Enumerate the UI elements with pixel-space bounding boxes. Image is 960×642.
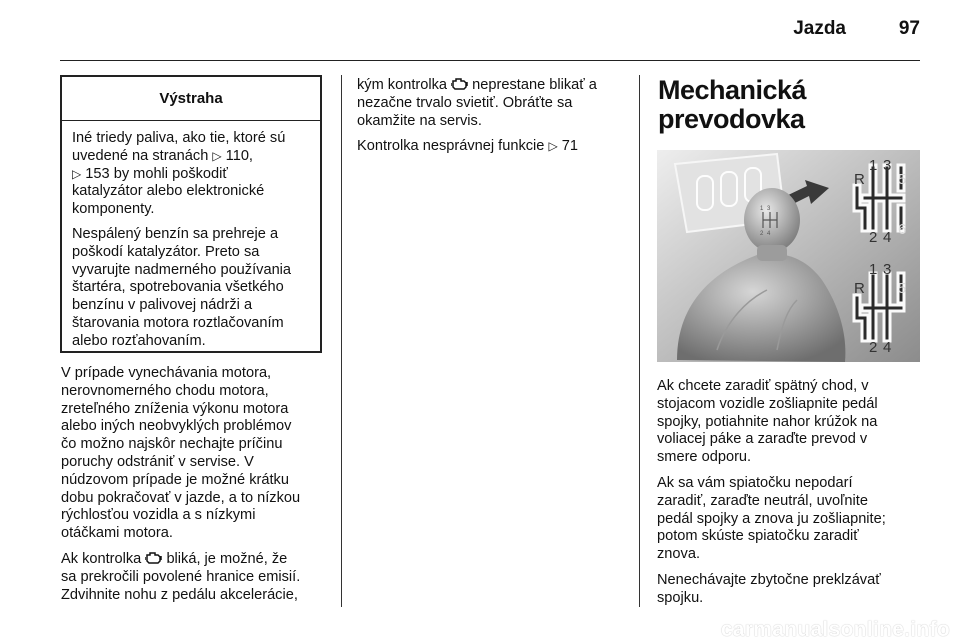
page-reference-arrow-icon: ▷ [72,166,82,181]
gear-shift-illustration [657,150,920,362]
engine-warning-light-icon [145,551,162,565]
gear-label-r: R [854,171,865,188]
warning-light-paragraph: Ak kontrolka bliká, je možné, že sa prekročili povolené hranice emisií. Zdvihnite nohu z pedálu akcelerácie, [61,550,301,603]
page-reference-link[interactable]: 71 [561,138,578,155]
section-heading: Mechanická prevodovka [658,75,807,134]
column-1-text [61,365,339,612]
knob-gear-label: 4 [767,231,771,237]
gear-label-3: 3 [883,261,892,278]
engine-misfire-paragraph: V prípade vynechávania motora, nerovnomerného chodu motora, zreteľného zníženia výkonu motora alebo iných neobvyklých problémov čo možno najskôr nechajte príčinu poruchy odstrániť v servise. V núdzovom prípade je možné krátku dobu pokračovať v jazde, a to nízkou rýchlosťou vozidla a s nízkymi otáčkami motora. [61,365,301,542]
warning-light-continued-paragraph: kým kontrolka neprestane blikať a nezačne trvalo svietiť. Obráťte sa okamžite na servis. [357,77,597,129]
running-header-title: Jazda [793,18,846,39]
malfunction-light-reference: Kontrolka nesprávnej funkcie ▷ 71 [357,138,578,155]
gear-label-5: 5 [898,280,907,297]
gear-label-r: R [854,280,865,297]
column-divider-1 [341,75,342,607]
knob-gear-label: 1 [760,206,764,212]
gear-label-4: 4 [883,229,892,246]
column-divider-2 [639,75,640,607]
warning-paragraph-2: Nespálený benzín sa prehreje a poškodí katalyzátor. Preto sa vyvarujte nadmerného používania štartéra, spotrebovania všetkého benzínu v palivovej nádrži a štarovania motora roztlačovaním alebo rozťahovaním. [72,225,292,349]
reverse-gear-retry-paragraph: Ak sa vám spiatočku nepodarí zaradiť, zaraďte neutrál, uvoľnite pedál spojky a znova ju zošliapnite; potom skúste spiatočku zaradiť znova. [657,474,886,563]
watermark-text: carmanualsonline.info [720,618,950,641]
warning-body [62,121,320,351]
page-number: 97 [898,18,920,39]
gear-label-1: 1 [869,261,878,278]
engine-warning-light-icon [451,77,468,91]
header-rule [60,60,920,61]
reverse-gear-paragraph: Ak chcete zaradiť spätný chod, v stojacom vozidle zošliapnite pedál spojky, potiahnite nahor krúžok na voliacej páke a zaraďte prevod v smere odporu. [657,378,878,466]
gear-label-3: 3 [883,157,892,174]
knob-gear-label: 3 [767,206,771,212]
clutch-slip-paragraph: Nenechávajte zbytočne preklzávať spojku. [657,571,881,606]
column-3-text [657,378,927,616]
page-reference-arrow-icon: ▷ [548,139,558,154]
gear-label-6: 6 [898,221,907,238]
gear-label-5: 5 [898,171,907,188]
warning-box [60,75,322,353]
gear-label-1: 1 [869,157,878,174]
warning-paragraph-1: Iné triedy paliva, ako tie, ktoré sú uvedené na stranách ▷ 110, ▷ 153 by mohli poškodiť katalyzátor alebo elektronické komponenty. [72,130,286,218]
warning-title: Výstraha [62,77,320,121]
page-reference-arrow-icon: ▷ [212,148,222,163]
gear-label-2: 2 [869,229,878,246]
gear-label-4: 4 [883,339,892,356]
page-reference-link[interactable]: 110, [225,147,253,164]
knob-gear-label: 2 [760,231,764,237]
gear-label-2: 2 [869,339,878,356]
column-2-text [357,77,635,164]
page-reference-link[interactable]: 153 by mohli poškodiť [85,165,228,182]
